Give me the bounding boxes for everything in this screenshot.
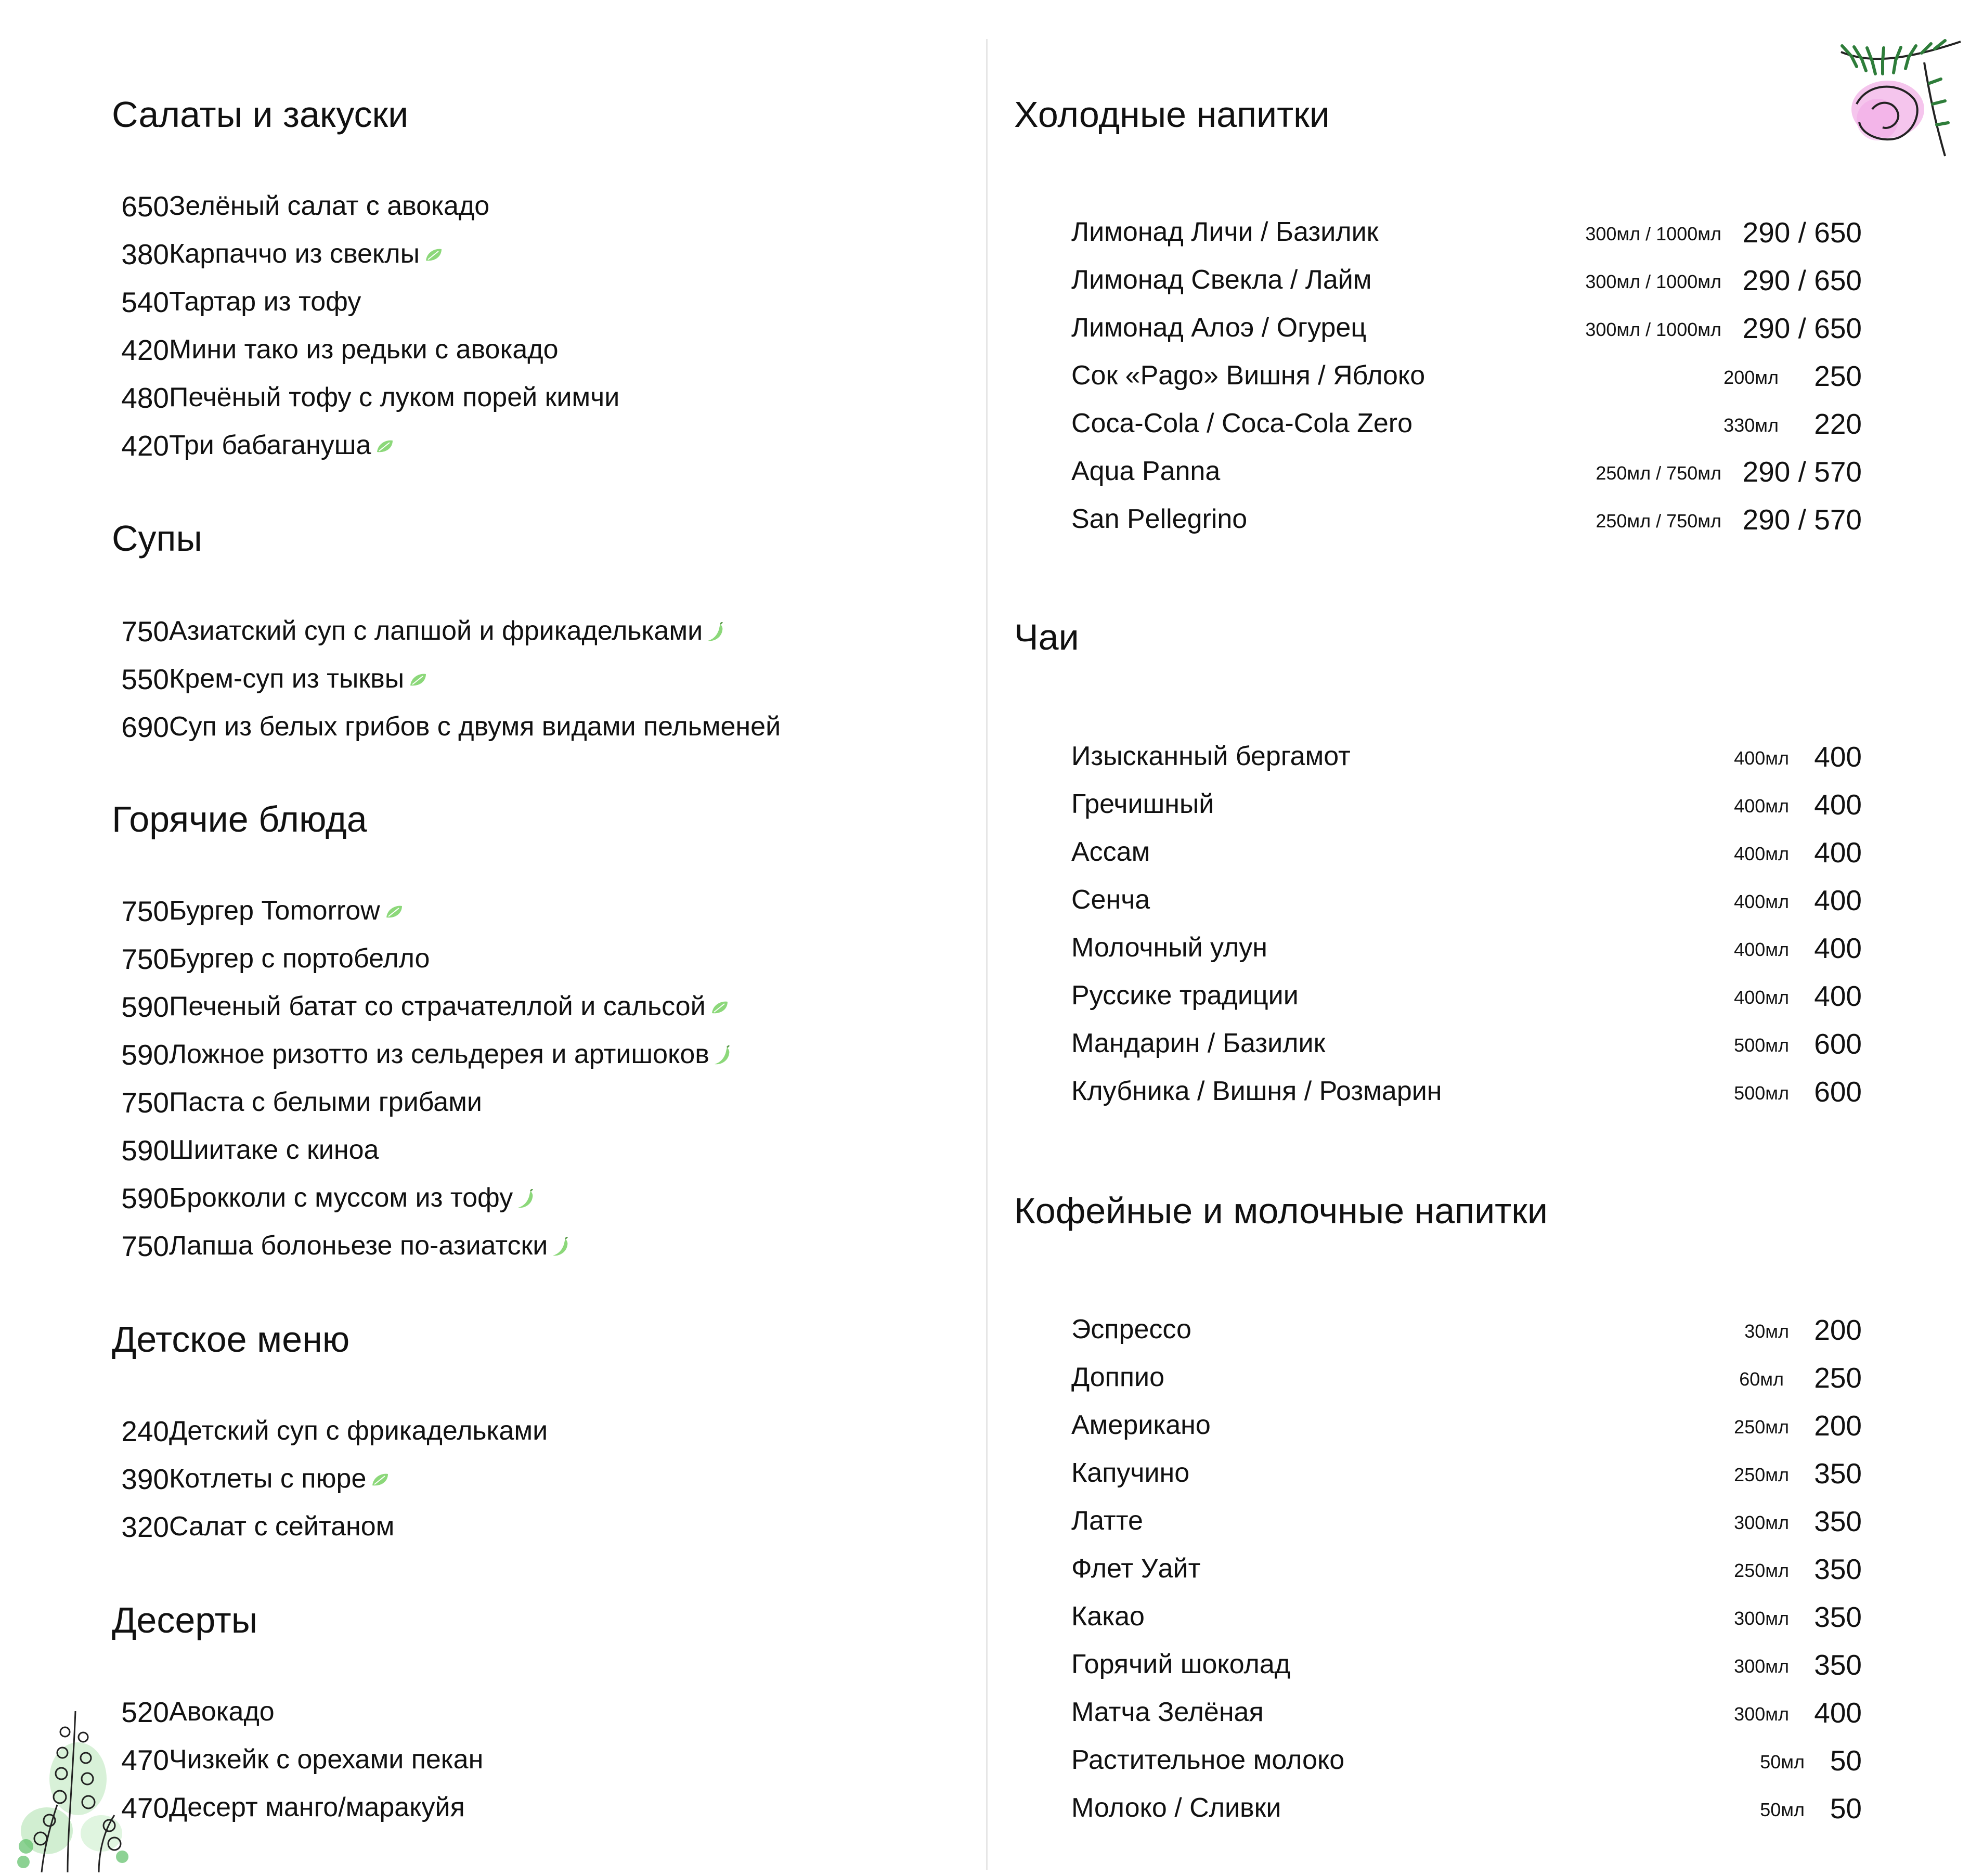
item-volume: 400мл [1734, 987, 1789, 1008]
item-name: Лимонад Алоэ / Огурец [1071, 313, 1367, 343]
item-name: Эспрессо [1071, 1314, 1191, 1344]
item-price: 420 [121, 430, 169, 462]
item-volume: 300мл [1734, 1512, 1789, 1533]
category-title-coffee-milk: Кофейные и молочные напитки [1014, 1191, 1548, 1231]
item-price: 400 [1814, 980, 1862, 1012]
item-price: 400 [1814, 932, 1862, 964]
menu-item [1071, 266, 1862, 314]
item-price: 350 [1814, 1505, 1862, 1537]
item-price: 200 [1814, 1409, 1862, 1442]
menu-item [1071, 982, 1862, 1030]
item-name: Брокколи с муссом из тофу [169, 1183, 513, 1213]
item-name: Суп из белых грибов с двумя видами пельменей [169, 711, 781, 742]
vegan-leaf-icon [710, 998, 730, 1017]
category-title-teas: Чаи [1014, 617, 1079, 657]
item-name: Ложное ризотто из сельдерея и артишоков [169, 1039, 709, 1069]
item-price: 250 [1814, 1362, 1862, 1394]
item-price: 400 [1814, 1697, 1862, 1729]
item-volume: 300мл / 1000мл [1585, 223, 1721, 244]
spicy-pepper-icon [714, 1045, 731, 1066]
vegan-leaf-icon [375, 436, 395, 456]
item-price: 470 [121, 1792, 169, 1824]
item-price: 590 [121, 991, 169, 1023]
item-volume: 330мл [1723, 415, 1779, 436]
item-name: Доппио [1071, 1362, 1165, 1392]
item-volume: 500мл [1734, 1082, 1789, 1104]
category-title-desserts: Десерты [112, 1600, 258, 1640]
category-title-kids-menu: Детское меню [112, 1319, 350, 1360]
item-price: 600 [1814, 1028, 1862, 1060]
item-price: 750 [121, 1230, 169, 1262]
item-name: Три бабагануша [169, 430, 371, 460]
item-name: Паста с белыми грибами [169, 1087, 482, 1117]
item-price: 400 [1814, 884, 1862, 916]
item-name: Лимонад Личи / Базилик [1071, 217, 1379, 247]
flower-illustration-icon [1810, 31, 1966, 177]
menu-item [1071, 1555, 1862, 1603]
vegan-leaf-icon [370, 1470, 390, 1490]
item-price: 470 [121, 1744, 169, 1776]
menu-item [1071, 362, 1862, 410]
item-volume: 250мл [1734, 1464, 1789, 1485]
item-price: 220 [1814, 408, 1862, 440]
item-name: Горячий шоколад [1071, 1649, 1291, 1679]
item-price: 690 [121, 711, 169, 743]
item-name: Молоко / Сливки [1071, 1793, 1281, 1823]
spicy-pepper-icon [517, 1189, 535, 1210]
menu-item [1071, 410, 1862, 458]
item-name: Детский суп с фрикадельками [169, 1416, 548, 1446]
menu-item [1071, 1651, 1862, 1699]
item-volume: 400мл [1734, 939, 1789, 960]
menu-item [1071, 1603, 1862, 1651]
item-price: 650 [121, 190, 169, 223]
item-name: Молочный улун [1071, 933, 1267, 963]
item-name: Десерт манго/маракуйя [169, 1792, 465, 1822]
item-name: Котлеты с пюре [169, 1464, 367, 1494]
item-volume: 300мл [1734, 1703, 1789, 1725]
item-volume: 50мл [1760, 1751, 1805, 1773]
menu-item [1071, 218, 1862, 266]
item-name: Капучино [1071, 1458, 1190, 1488]
item-name: Бургер Tomorrow [169, 896, 380, 926]
item-volume: 400мл [1734, 843, 1789, 864]
item-price: 50 [1830, 1792, 1862, 1825]
item-name: Салат с сейтаном [169, 1511, 395, 1542]
menu-item [1071, 743, 1862, 791]
item-name: Растительное молоко [1071, 1745, 1345, 1775]
item-name: Лапша болоньезе по-азиатски [169, 1231, 548, 1261]
item-name: Азиатский суп с лапшой и фрикадельками [169, 616, 703, 646]
item-name: Печеный батат со страчателлой и сальсой [169, 991, 706, 1021]
item-name: Какао [1071, 1601, 1145, 1632]
item-name: Тартар из тофу [169, 287, 361, 317]
item-price: 350 [1814, 1601, 1862, 1633]
menu-item [1071, 458, 1862, 506]
item-volume: 250мл [1734, 1560, 1789, 1581]
item-price: 520 [121, 1696, 169, 1728]
item-name: Зелёный салат с авокадо [169, 191, 490, 221]
item-name: Мандарин / Базилик [1071, 1028, 1326, 1058]
item-name: Сенча [1071, 885, 1150, 915]
vegan-leaf-icon [424, 245, 444, 265]
item-price: 350 [1814, 1457, 1862, 1490]
menu-item [1071, 788, 1862, 838]
item-name: Сок «Pago» Вишня / Яблоко [1071, 360, 1425, 391]
menu-item [1071, 1699, 1862, 1746]
vegan-leaf-icon [384, 902, 404, 922]
vegan-leaf-icon [408, 670, 428, 690]
item-price: 750 [121, 1086, 169, 1119]
item-name: Лимонад Свекла / Лайм [1071, 265, 1372, 295]
item-volume: 250мл [1734, 1416, 1789, 1438]
menu-item [1071, 1409, 1862, 1459]
item-name: Латте [1071, 1506, 1143, 1536]
menu-item [1071, 1316, 1862, 1364]
item-price: 390 [121, 1463, 169, 1495]
item-price: 590 [121, 1039, 169, 1071]
menu-item [1071, 1078, 1862, 1125]
menu-item [1071, 934, 1862, 982]
plant-illustration-icon [10, 1701, 135, 1872]
item-volume: 300мл [1734, 1608, 1789, 1629]
category-title-cold-drinks: Холодные напитки [1014, 94, 1330, 135]
item-name: Клубника / Вишня / Розмарин [1071, 1076, 1442, 1106]
menu-item [1071, 1794, 1862, 1842]
spicy-pepper-icon [552, 1237, 569, 1258]
item-price: 750 [121, 895, 169, 927]
spicy-pepper-icon [707, 622, 724, 643]
item-name: Карпаччо из свеклы [169, 239, 420, 269]
item-price: 590 [121, 1134, 169, 1167]
item-volume: 300мл / 1000мл [1585, 319, 1721, 340]
item-name: Изысканный бергамот [1071, 741, 1351, 771]
item-name: Coca-Cola / Coca-Cola Zero [1071, 408, 1413, 438]
item-price: 400 [1814, 788, 1862, 821]
item-name: Печёный тофу с луком порей кимчи [169, 382, 620, 412]
item-volume: 400мл [1734, 795, 1789, 817]
item-price: 420 [121, 334, 169, 366]
item-price: 750 [121, 943, 169, 975]
item-name: Американо [1071, 1410, 1211, 1440]
item-name: Ассам [1071, 837, 1150, 867]
item-name: Гречишный [1071, 789, 1214, 819]
menu-item [1071, 1364, 1862, 1412]
item-price: 480 [121, 382, 169, 414]
item-name: Бургер с портобелло [169, 943, 430, 974]
item-price: 540 [121, 286, 169, 318]
column-divider [986, 39, 988, 1870]
item-volume: 30мл [1744, 1321, 1789, 1342]
item-price: 600 [1814, 1076, 1862, 1108]
item-price: 250 [1814, 360, 1862, 392]
menu-item [1071, 886, 1862, 934]
item-name: Авокадо [169, 1697, 275, 1727]
menu-item [1071, 1030, 1862, 1078]
item-price: 350 [1814, 1553, 1862, 1585]
item-price: 320 [121, 1511, 169, 1543]
item-volume: 250мл / 750мл [1596, 510, 1721, 532]
item-price: 400 [1814, 741, 1862, 773]
menu-item [1071, 838, 1862, 886]
item-volume: 300мл [1734, 1655, 1789, 1677]
item-price: 200 [1814, 1314, 1862, 1346]
item-name: San Pellegrino [1071, 504, 1248, 534]
item-volume: 50мл [1760, 1799, 1805, 1820]
item-price: 290 / 650 [1742, 216, 1862, 249]
item-price: 290 / 570 [1742, 503, 1862, 536]
category-title-hot-dishes: Горячие блюда [112, 799, 367, 839]
item-volume: 250мл / 750мл [1596, 462, 1721, 484]
category-title-soups: Супы [112, 518, 202, 559]
item-price: 290 / 650 [1742, 312, 1862, 344]
item-name: Матча Зелёная [1071, 1697, 1264, 1727]
item-volume: 400мл [1734, 891, 1789, 912]
item-volume: 300мл / 1000мл [1585, 271, 1721, 292]
item-name: Шиитаке с киноа [169, 1135, 379, 1165]
item-name: Мини тако из редьки с авокадо [169, 334, 559, 365]
menu-item [1071, 314, 1862, 362]
item-volume: 500мл [1734, 1034, 1789, 1056]
item-price: 240 [121, 1415, 169, 1447]
item-price: 550 [121, 663, 169, 695]
item-volume: 60мл [1739, 1368, 1784, 1390]
item-price: 380 [121, 238, 169, 270]
item-price: 400 [1814, 836, 1862, 869]
item-volume: 400мл [1734, 747, 1789, 769]
item-name: Крем-суп из тыквы [169, 664, 405, 694]
item-name: Чизкейк с орехами пекан [169, 1744, 484, 1775]
menu-item [1071, 503, 1862, 553]
item-name: Флет Уайт [1071, 1554, 1201, 1584]
menu-item [1071, 1746, 1862, 1794]
item-name: Aqua Panna [1071, 456, 1221, 486]
item-price: 350 [1814, 1649, 1862, 1681]
item-price: 290 / 650 [1742, 264, 1862, 296]
item-price: 290 / 570 [1742, 456, 1862, 488]
category-title-salads: Салаты и закуски [112, 94, 409, 135]
item-volume: 200мл [1723, 367, 1779, 388]
item-price: 750 [121, 615, 169, 648]
item-price: 590 [121, 1182, 169, 1214]
item-price: 50 [1830, 1744, 1862, 1777]
menu-item [1071, 1507, 1862, 1555]
menu-item [1071, 1459, 1862, 1507]
item-name: Руссике традиции [1071, 980, 1299, 1011]
